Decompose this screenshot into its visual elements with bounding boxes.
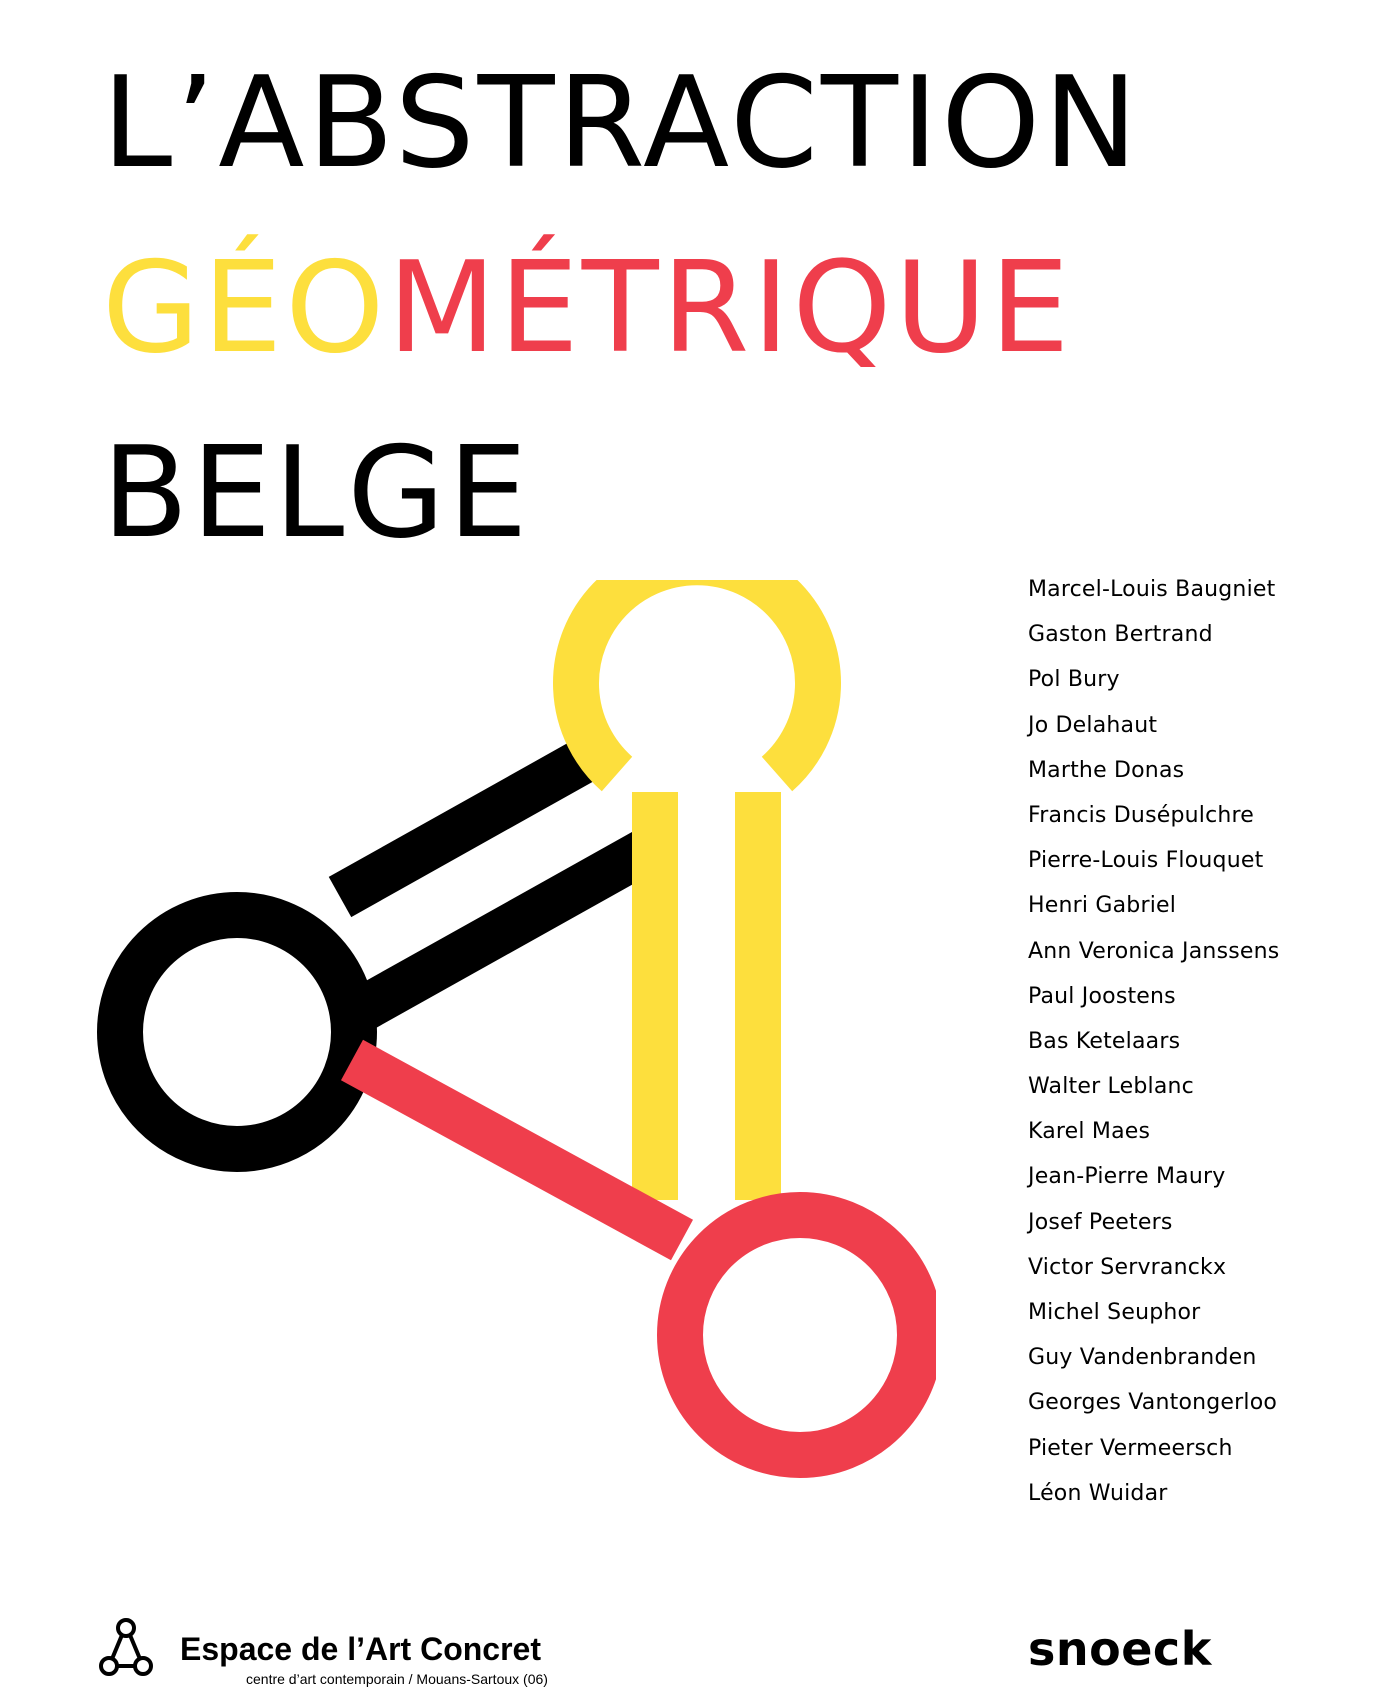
artist-name: Jo Delahaut: [1028, 712, 1158, 738]
artist-name: Georges Vantongerloo: [1028, 1390, 1278, 1416]
artist-name: Walter Leblanc: [1028, 1074, 1194, 1100]
venue-name: Espace de l’Art Concret: [180, 1631, 541, 1667]
artist-name: Marthe Donas: [1028, 757, 1185, 783]
artist-name: Pol Bury: [1028, 667, 1120, 693]
artist-name: Karel Maes: [1028, 1119, 1151, 1145]
artist-name: Jean-Pierre Maury: [1028, 1164, 1226, 1190]
title-line-3: BELGE: [102, 419, 531, 566]
artist-name: Pieter Vermeersch: [1028, 1435, 1233, 1461]
artist-name: Michel Seuphor: [1028, 1300, 1201, 1325]
three-ring-triangle-logo-icon: [98, 1616, 154, 1680]
venue-subtitle: centre d’art contemporain / Mouans-Sartoux (06): [246, 1671, 548, 1687]
black-ring: [120, 915, 354, 1149]
title-metrique: MÉTRIQUE: [387, 234, 1073, 381]
title-line-1: L’ABSTRACTION: [102, 49, 1141, 196]
red-ring: [680, 1215, 920, 1455]
artist-name: Ann Veronica Janssens: [1028, 938, 1280, 964]
title-geo: GÉO: [102, 234, 388, 381]
artist-name: Josef Peeters: [1028, 1209, 1173, 1235]
artist-name: Francis Dusépulchre: [1028, 802, 1255, 828]
artist-name: Guy Vandenbranden: [1028, 1345, 1257, 1371]
tricolor-emblem-icon: [96, 580, 936, 1500]
artist-name: Léon Wuidar: [1028, 1480, 1168, 1506]
artist-name: Marcel-Louis Baugniet: [1028, 577, 1276, 602]
artist-name: Victor Servranckx: [1028, 1254, 1227, 1280]
artist-name: Bas Ketelaars: [1028, 1028, 1181, 1054]
artist-name: Gaston Bertrand: [1028, 622, 1213, 648]
artist-list: [1028, 578, 1279, 1527]
artist-name: Paul Joostens: [1028, 983, 1176, 1009]
yellow-ring: [576, 580, 818, 774]
publisher-name: snoeck: [1028, 1622, 1212, 1676]
title-line-2: [102, 234, 1073, 381]
artist-name: Henri Gabriel: [1028, 893, 1177, 919]
artist-name: Pierre-Louis Flouquet: [1028, 848, 1264, 874]
